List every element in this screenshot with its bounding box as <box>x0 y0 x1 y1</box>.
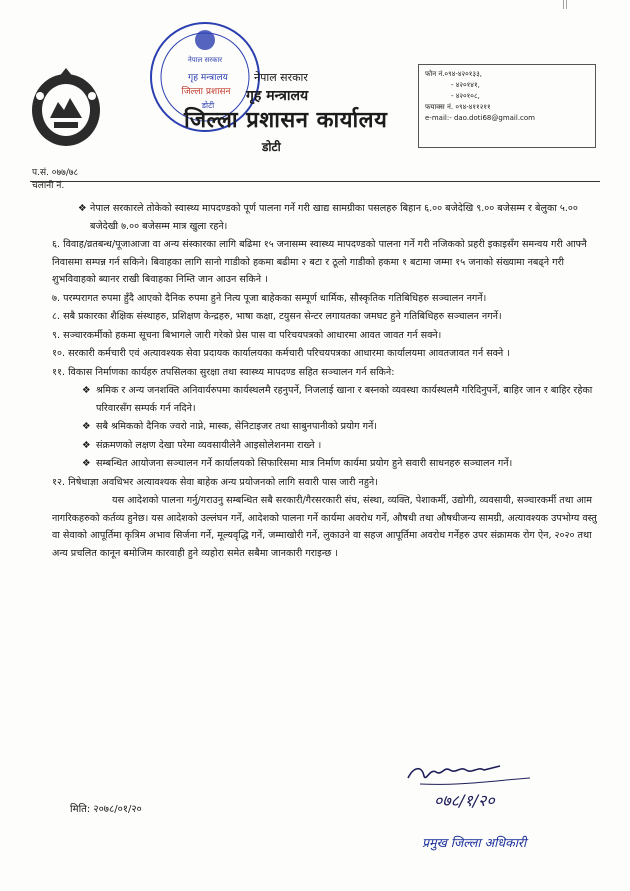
order-item-12: १२. निषेधाज्ञा अवधिभर अत्यावश्यक सेवा बाहेक अन्य प्रयोजनको लागि सवारी पास जारी नहुने। <box>52 476 378 488</box>
diamond-bullet-icon: ❖ <box>82 421 91 432</box>
list-item: ❖ सम्बन्धित आयोजना सञ्चालन गर्ने कार्यालयको सिफारिसमा मात्र निर्माण कार्यमा प्रयोग हुने सवारी साधनहरु सञ्चालन गर्ने। <box>52 455 600 473</box>
signature-icon <box>400 748 570 814</box>
diamond-bullet-icon: ❖ <box>82 385 91 396</box>
district-name: डोटी <box>262 140 281 154</box>
order-item-6: ६. विवाह/व्रतबन्ध/पूजाआजा वा अन्य संस्कारका लागि बढिमा १५ जनासम्म स्वास्थ्य मापदण्डको पालना गर्ने गरी नजिकको प्रहरी इकाइसँग समन्वय गरी आफ्नै निवासमा सम्पन्न गर्न सकिने। बिवाहका लागि सानो गाडीको हकमा बढीमा २ बटा र ठूलो गाडीको हकमा १ बटामा जम्मा १५ जनाको संख्यामा नबढ्ने गरी शुभविवाहको ब्यानर राखी बिवाहका निम्ति जान आउन सकिने । <box>52 239 587 285</box>
officer-title: प्रमुख जिल्ला अधिकारी <box>422 835 527 850</box>
order-item-10: १०. सरकारी कर्मचारी एवं अत्यावश्यक सेवा प्रदायक कार्यालयका कर्मचारी परिचयपत्रका आधारमा कार्यालयमा आवतजावत गर्न सक्ने । <box>52 348 510 359</box>
order-body <box>52 200 600 563</box>
order-item-11: ११. विकास निर्माणका कार्यहरु तपसिलका सुरक्षा तथा स्वास्थ्य मापदण्ड सहित सञ्चालन गर्न सकिने: <box>52 366 395 378</box>
contact-box <box>418 64 596 148</box>
svg-text:०७८/१/२०: ०७८/१/२० <box>434 791 495 810</box>
order-date: मिति: २०७८/०१/२० <box>70 804 142 815</box>
corner-mark: || <box>562 0 569 10</box>
closing-paragraph: यस आदेशको पालना गर्नु/गराउनु सम्बन्धित सबै सरकारी/गैरसरकारी संघ, संस्था, व्यक्ति, पेशाकर्मी, उद्योगी, व्यवसायी, सञ्चारकर्मी तथा आम नागरिकहरुको कर्तव्य हुनेछ। यस आदेशको उल्लंघन गर्ने, आदेशको पालना गर्ने कार्यमा अवरोध गर्ने, औषधी तथा औषधीजन्य सामग्री, अत्यावश्यक उपभोग्य वस्तु वा सेवाको आपूर्तिमा कृत्रिम अभाव सिर्जना गर्ने, मूल्यवृद्धि गर्ने, जम्माखोरी गर्ने, लुकाउने वा सहज आपूर्तिमा अवरोध गर्नेहरु उपर संक्रामक रोग ऐन, २०२० तथा अन्य प्रचलित कानून बमोजिम कारवाही हुने व्यहोरा समेत सबैमा जानकारी गराइन्छ । <box>52 495 597 559</box>
email-line: e-mail:- dao.doti68@gmail.com <box>425 114 535 122</box>
fax-line: फयाक्स नं. ०९४-४११२११ <box>425 103 491 111</box>
diamond-bullet-icon: ❖ <box>78 203 87 214</box>
phone-line-3: - ४२०१०८, <box>451 92 480 100</box>
svg-text:डोटी: डोटी <box>201 101 215 110</box>
svg-text:गृह मन्त्रालय: गृह मन्त्रालय <box>188 73 228 83</box>
header-divider <box>30 181 600 182</box>
ministry-name: गृह मन्त्रालय <box>246 88 309 104</box>
dispatch-number: चलानी नं. <box>32 181 65 191</box>
svg-text:जिल्ला प्रशासन: जिल्ला प्रशासन <box>181 87 231 97</box>
svg-text:नेपाल सरकार: नेपाल सरकार <box>187 56 223 64</box>
list-item: ❖ श्रमिक र अन्य जनशक्ति अनिवार्यरुपमा कार्यस्थलमै रहनुपर्ने, निजलाई खाना र बस्नको व्यवस्था कार्यस्थलमै गरिदिनुपर्ने, बाहिर जान र बाहिर रहेका परिवारसँग सम्पर्क गर्न नदिने। <box>52 382 600 417</box>
diamond-bullet-icon: ❖ <box>82 458 91 469</box>
order-item-7: ७. परम्परागत रुपमा हुँदै आएको दैनिक रुपमा हुने नित्य पूजा बाहेकका सम्पूर्ण धार्मिक, सौस्कृतिक गतिबिधिहरु सञ्चालन नगर्ने। <box>52 292 487 304</box>
office-title: जिल्ला प्रशासन कार्यालय <box>184 108 388 133</box>
reference-number: प.सं. ०७७/७८ <box>32 168 79 178</box>
diamond-bullet-icon: ❖ <box>82 439 91 451</box>
list-item: ❖ नेपाल सरकारले तोकेको स्वास्थ्य मापदण्डको पूर्ण पालना गर्ने गरी खाद्य सामग्रीका पसलहरु बिहान ६.०० बजेदेखि ९.०० बजेसम्म र बेलुका ५.०० बजेदेखी ७.०० बजेसम्म मात्र खुला रहने। <box>52 200 600 235</box>
phone-line-2: - ४२०१४१, <box>451 81 480 89</box>
list-item: ❖ सबै श्रमिकको दैनिक ज्वरो नाप्ने, मास्क, सेनिटाइजर तथा साबुनपानीको प्रयोग गर्ने। <box>52 418 600 436</box>
nepal-emblem-icon <box>28 66 104 150</box>
list-item: ❖ संक्रमणको लक्षण देखा परेमा व्यवसायीलेनै आइसोलेशनमा राख्ने । <box>52 437 600 455</box>
order-item-9: ९. सञ्चारकर्मीको हकमा सूचना बिभागले जारी गरेको प्रेस पास वा परिचयपत्रको आधारमा आवत जावत गर्न सक्ने। <box>52 329 442 341</box>
phone-line-1: फोन नं.०९४-४२०१३३, <box>425 70 482 78</box>
order-item-8: ८. सबै प्रकारका शैक्षिक संस्थाहरु, प्रशिक्षण केन्द्रहरु, भाषा कक्षा, टयुसन सेन्टर लगायतका जमघट हुने गतिबिधिहरु सञ्चालन नगर्ने। <box>52 311 502 322</box>
government-name: नेपाल सरकार <box>254 71 308 84</box>
